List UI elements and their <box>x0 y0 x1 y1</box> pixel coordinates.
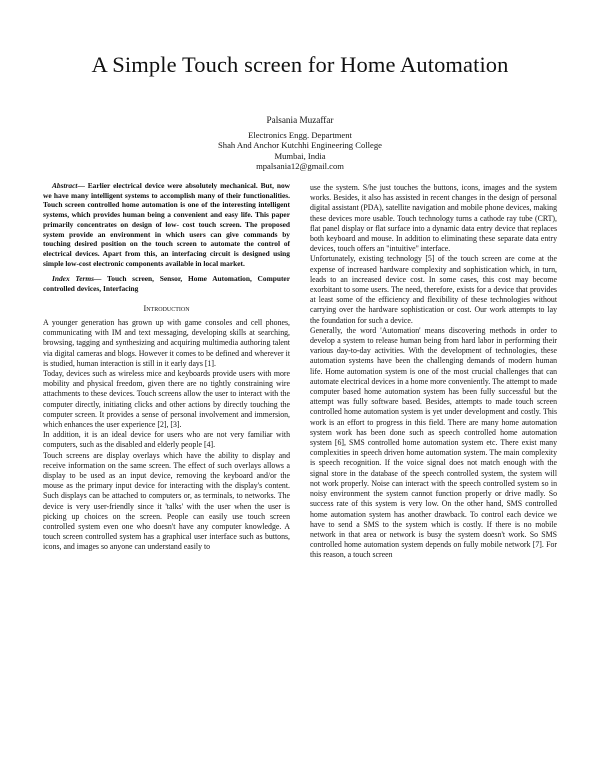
paper-title: A Simple Touch screen for Home Automation <box>91 52 509 77</box>
author-name: Palsania Muzaffar <box>266 115 334 125</box>
paragraph: In addition, it is an ideal device for users who are not very familiar with computers, such as the disabled and elderly people [4]. <box>43 430 290 450</box>
index-terms <box>43 274 290 293</box>
author-college: Shah And Anchor Kutchhi Engineering College <box>218 140 382 151</box>
section-heading-introduction: Introduction <box>143 303 190 313</box>
paragraph: Unfortunately, existing technology [5] of the touch screen are come at the expense of increased hardware complexity and sophistication which, in turn, leads to an increased device cost. In some cases, this cost may become exorbitant to some users. The need, therefore, exists for a device that provides at least some of the efficiency and flexibility of these technologies without carrying over the hardware sophistication or cost. Our work attempts to lay the foundation for such a device. <box>310 254 557 325</box>
paragraph: Touch screens are display overlays which have the ability to display and receive information on the same screen. The effect of such overlays allows a display to be used as an input device, removing the keyboard and/or the mouse as the primary input device for interacting with the display's content. Such displays can be attached to computers or, as terminals, to networks. The device is very user-friendly since it 'talks' with the user when the user is picking up choices on the screen. People can easily use touch screen controlled system even one who doesn't have any computer knowledge. A touch screen controlled system has a graphical user interface such as buttons, icons, and images so anyone can understand easily to <box>43 450 290 552</box>
abstract-label: Abstract <box>52 181 78 190</box>
author-department: Electronics Engg. Department <box>248 129 352 140</box>
index-terms-text: — Touch screen, Sensor, Home Automation, Computer controlled devices, Interfacing <box>43 274 290 294</box>
left-column <box>43 181 290 553</box>
author-block <box>0 115 600 172</box>
author-city: Mumbai, India <box>274 150 326 161</box>
index-terms-label: Index Terms <box>52 274 95 284</box>
paragraph: use the system. S/he just touches the buttons, icons, images and the system works. Besides, it also has assisted in recent changes in the design of personal digital assistant (PDA), satellite navigation and mobile phone devices, making these devices more usable. Touch technology turns a cathode ray tube (CRT), flat panel display or flat surface into a dynamic data entry device that replaces both keyboard and mouse. In addition to eliminating these separate data entry devices, touch offers an "intuitive" interface. <box>310 183 557 254</box>
abstract <box>43 181 290 268</box>
paragraph: A younger generation has grown up with game consoles and cell phones, communicating with IM and text messaging, developing skills at searching, browsing, tagging and synthesizing and acquiring multimedia authoring talent via digital cameras and blogs. However it comes to be defined and wherever it is studied, human interaction is still in it early days [1]. <box>43 317 290 368</box>
author-email: mpalsania12@gmail.com <box>256 161 344 172</box>
abstract-text: — Earlier electrical device were absolutely mechanical. But, now we have many intelligent systems to accomplish many of their functionalities. Touch screen controlled home automation is one of the interesting intelligent systems, which provides human being a convenient and easy life. This paper primarily concentrates on design of low- cost touch screen. The proposed system provide an environment in which users can give commands by touching desired position on the touch screen to automate the control of electrical devices. Apart from this, an interfacing circuit is designed using simple low-cost electronic components available in local market. <box>43 181 290 268</box>
paragraph: Generally, the word 'Automation' means discovering methods in order to develop a system to release human being from hard labor in performing their various day-to-day activities. With the development of technologies, these automation systems have been the challenging demands of modern human life. Home automation system is one of the most crucial challenges that can automate electrical devices in a home more conveniently. The attempt to made computer based home automation system has been fully successful but the attempt was fully software based. Besides, attempts to made touch screen controlled home automation system is yet under development and costly. This work is an effort to progress in this field. There are many home automation system work has been done such as speech controlled home automation system [6], SMS controlled home automation system etc. There exist many complexities in speech driven home automation system. The main complexity is speech recognition. If the voice signal does not match enough with the signal store in the database of the speech controlled system, the system will not work properly. Noise can interact with the speech controlled system so in noisy environment the system cannot function properly or drive madly. So success rate of this system is very low. On the other hand, SMS controlled home automation system has another drawback. To control each device we have to send a SMS to the system which is costly. If there is no mobile network in that area or network is busy the system doesn't work. So SMS controlled home automation system depends on fully mobile network [7]. For this reason, a touch screen <box>310 325 557 560</box>
right-column <box>310 183 557 561</box>
paragraph: Today, devices such as wireless mice and keyboards provide users with more mobility and physical freedom, given there are no tightly constraining wire attachments to these devices. Touch screens allow the user to interact with the computer directly, initiating clicks and other actions by directly touching the computer screen. It provides a sense of personal involvement and immersion, which enhances the user experience [2], [3]. <box>43 368 290 429</box>
